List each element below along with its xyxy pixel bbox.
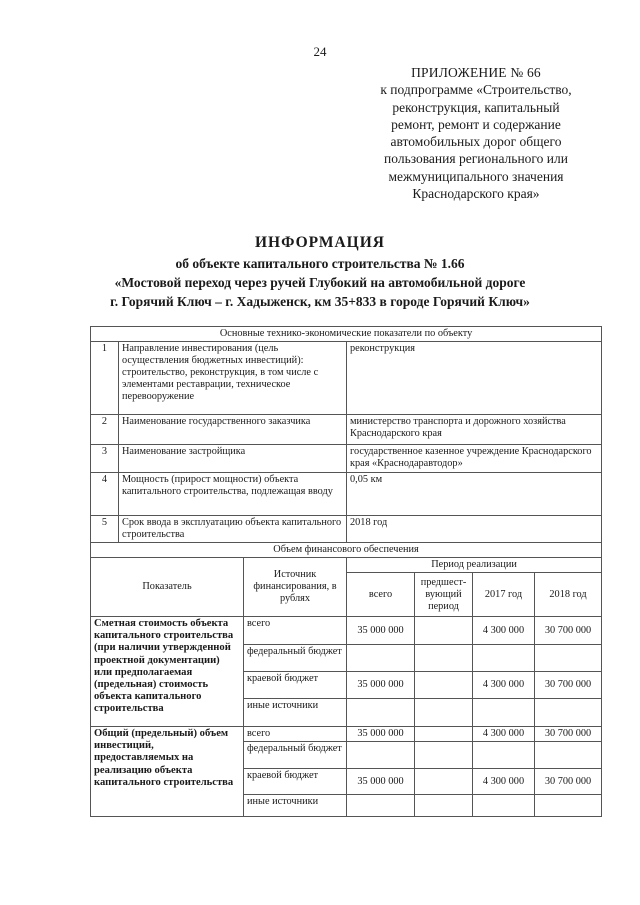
value-total — [347, 645, 415, 672]
value-total: 35 000 000 — [347, 672, 415, 699]
param-row — [91, 516, 602, 543]
info-table — [90, 326, 602, 817]
value-total: 35 000 000 — [347, 727, 415, 742]
value-previous — [415, 769, 473, 795]
value-2018 — [535, 699, 602, 727]
heading-line: об объекте капитального строительства № 1.66 — [175, 256, 465, 271]
value-2018 — [535, 742, 602, 769]
param-row — [91, 473, 602, 516]
row-number: 1 — [91, 342, 119, 415]
header-previous: предшест-вующий период — [415, 573, 473, 617]
header-row — [91, 558, 602, 573]
header-source: Источник финансирования, в рублях — [244, 558, 347, 617]
param-value: 0,05 км — [347, 473, 602, 516]
param-label: Наименование государственного заказчика — [119, 415, 347, 445]
appendix-title: ПРИЛОЖЕНИЕ № 66 — [411, 65, 541, 80]
value-total: 35 000 000 — [347, 769, 415, 795]
indicator-label: Общий (предельный) объем инвестиций, предоставляемых на реализацию объекта капитального строительства — [91, 727, 244, 817]
value-2017: 4 300 000 — [473, 727, 535, 742]
section-title: Объем финансового обеспечения — [91, 543, 602, 558]
value-2018: 30 700 000 — [535, 672, 602, 699]
source-label: краевой бюджет — [244, 769, 347, 795]
row-number: 2 — [91, 415, 119, 445]
value-2017 — [473, 742, 535, 769]
appendix-line: к подпрограмме «Строительство, — [380, 82, 572, 98]
value-previous — [415, 795, 473, 817]
value-2017 — [473, 699, 535, 727]
heading-line: «Мостовой переход через ручей Глубокий на автомобильной дороге — [114, 275, 526, 290]
header-2018: 2018 год — [535, 573, 602, 617]
param-row — [91, 342, 602, 415]
value-2018 — [535, 645, 602, 672]
value-total — [347, 699, 415, 727]
source-label: иные источники — [244, 699, 347, 727]
value-2018: 30 700 000 — [535, 727, 602, 742]
param-row — [91, 445, 602, 473]
param-label: Направление инвестирования (цель осуществления бюджетных инвестиций): строительство, реконструкция, в том числе с элементами реставрации, техническое перевооружение — [119, 342, 347, 415]
section-title: Основные технико-экономические показатели по объекту — [91, 327, 602, 342]
value-2017: 4 300 000 — [473, 769, 535, 795]
value-2017: 4 300 000 — [473, 672, 535, 699]
param-label: Срок ввода в эксплуатацию объекта капитального строительства — [119, 516, 347, 543]
source-label: федеральный бюджет — [244, 645, 347, 672]
appendix-line: Краснодарского края» — [412, 186, 540, 202]
document-title: ИНФОРМАЦИЯ — [255, 234, 385, 251]
source-label: всего — [244, 617, 347, 645]
value-2017: 4 300 000 — [473, 617, 535, 645]
finance-row — [91, 617, 602, 645]
source-label: иные источники — [244, 795, 347, 817]
source-label: федеральный бюджет — [244, 742, 347, 769]
param-value: министерство транспорта и дорожного хозяйства Краснодарского края — [347, 415, 602, 445]
value-2017 — [473, 795, 535, 817]
row-number: 5 — [91, 516, 119, 543]
source-label: всего — [244, 727, 347, 742]
indicator-label: Сметная стоимость объекта капитального строительства (при наличии утвержденной проектной документации) или предполагаемая (предельная) стоимость объекта капитального строительства — [91, 617, 244, 727]
param-value: реконструкция — [347, 342, 602, 415]
value-2018: 30 700 000 — [535, 769, 602, 795]
header-indicator: Показатель — [91, 558, 244, 617]
heading-line: г. Горячий Ключ – г. Хадыженск, км 35+833 в городе Горячий Ключ» — [110, 294, 530, 309]
appendix-block — [346, 64, 606, 202]
value-previous — [415, 645, 473, 672]
row-number: 3 — [91, 445, 119, 473]
appendix-line: ремонт, ремонт и содержание — [391, 116, 561, 132]
param-label: Наименование застройщика — [119, 445, 347, 473]
finance-row — [91, 727, 602, 742]
header-2017: 2017 год — [473, 573, 535, 617]
document-heading — [0, 232, 640, 311]
section-header-row — [91, 543, 602, 558]
appendix-line: межмуниципального значения — [388, 168, 564, 184]
value-previous — [415, 727, 473, 742]
value-2018: 30 700 000 — [535, 617, 602, 645]
value-previous — [415, 699, 473, 727]
source-label: краевой бюджет — [244, 672, 347, 699]
param-value: 2018 год — [347, 516, 602, 543]
appendix-line: реконструкция, капитальный — [392, 99, 560, 115]
row-number: 4 — [91, 473, 119, 516]
section-header-row — [91, 327, 602, 342]
param-row — [91, 415, 602, 445]
param-value: государственное казенное учреждение Краснодарского края «Краснодаравтодор» — [347, 445, 602, 473]
page-number: 24 — [313, 44, 327, 59]
value-total — [347, 742, 415, 769]
appendix-line: пользования регионального или — [384, 151, 568, 167]
header-total: всего — [347, 573, 415, 617]
value-previous — [415, 742, 473, 769]
value-2018 — [535, 795, 602, 817]
value-total: 35 000 000 — [347, 617, 415, 645]
header-period: Период реализации — [347, 558, 602, 573]
appendix-line: автомобильных дорог общего — [390, 134, 562, 150]
value-total — [347, 795, 415, 817]
param-label: Мощность (прирост мощности) объекта капитального строительства, подлежащая вводу — [119, 473, 347, 516]
value-previous — [415, 672, 473, 699]
value-2017 — [473, 645, 535, 672]
value-previous — [415, 617, 473, 645]
